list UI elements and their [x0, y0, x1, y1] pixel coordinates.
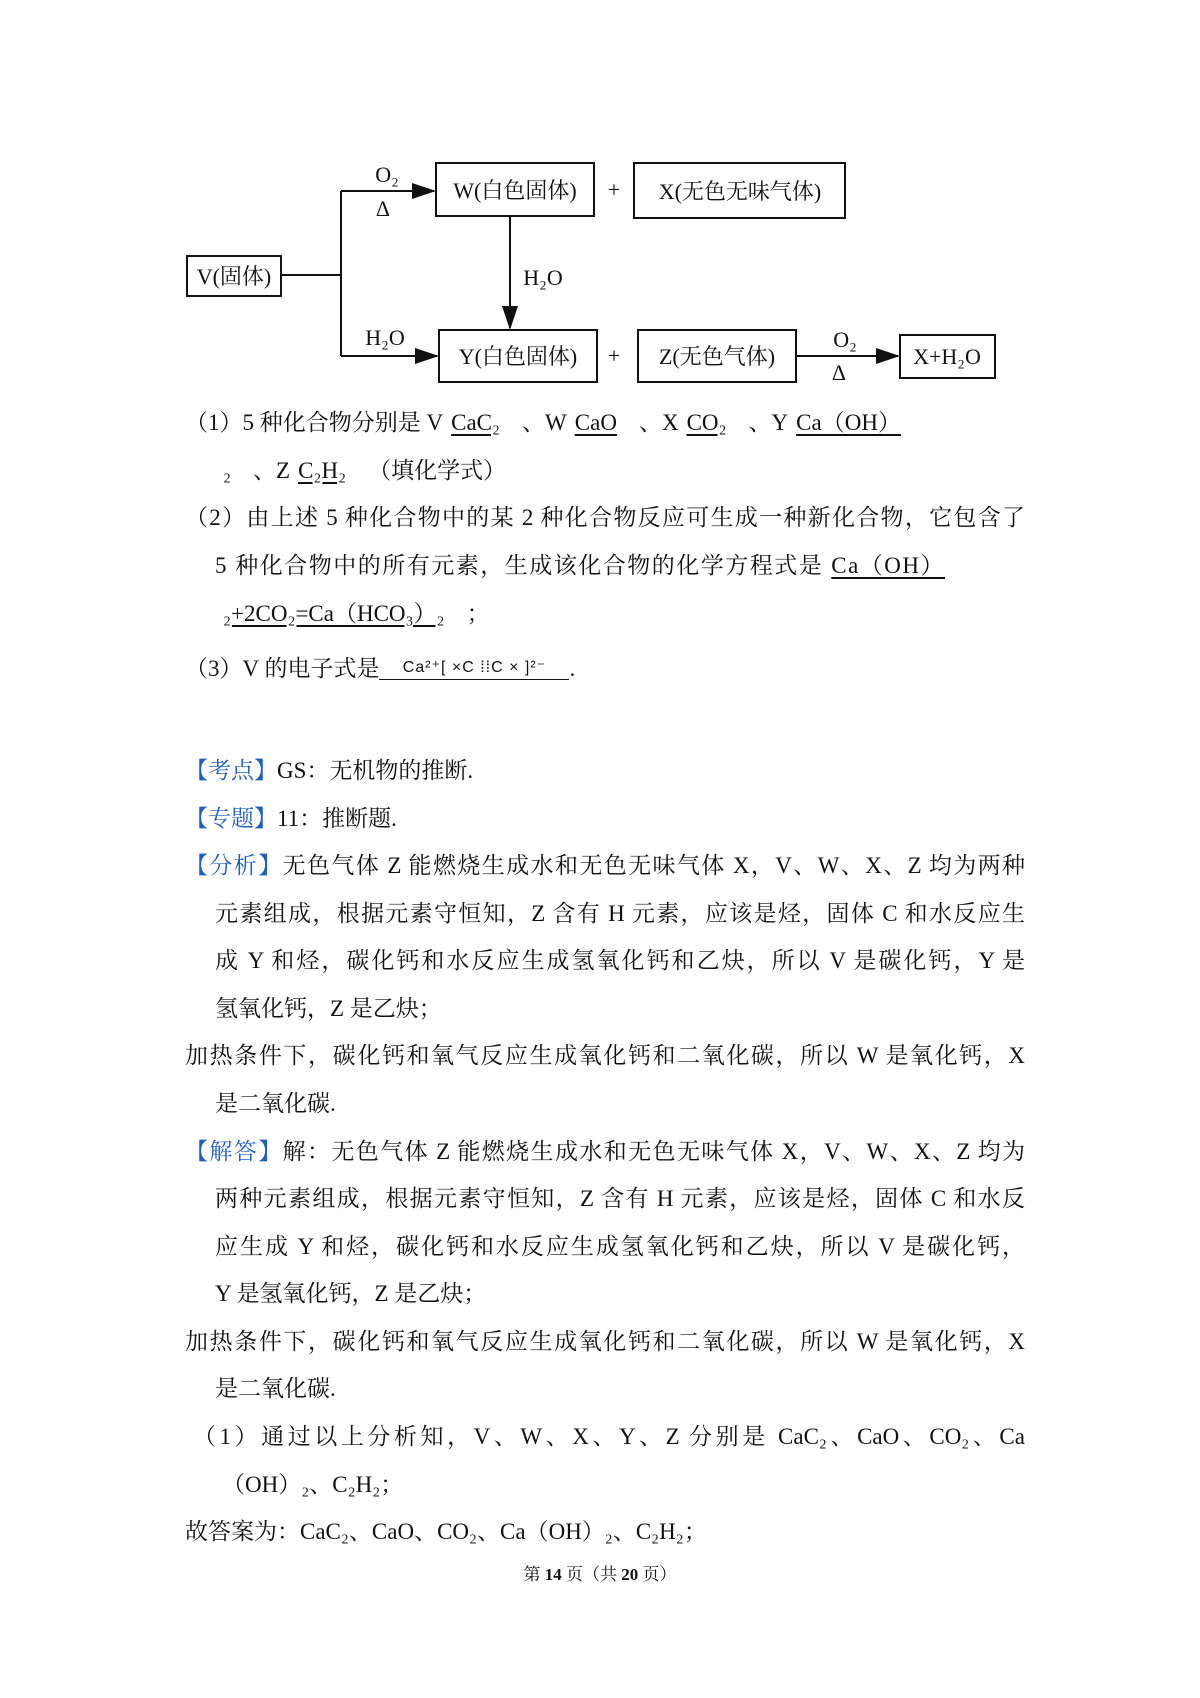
text: （3）V 的电子式是: [185, 656, 380, 681]
electron-formula-image: Ca²⁺[ ×C ⁞⁞C × ]²⁻: [379, 657, 569, 680]
section-tag: 【考点】: [185, 758, 277, 783]
text: 、Y: [748, 410, 789, 435]
label-z: Z(无色气体): [658, 344, 776, 369]
jieda-line: 应生成 Y 和烃，碳化钙和水反应生成氢氧化钙和乙炔，所以 V 是碳化钙，: [215, 1234, 1025, 1259]
question-2-line-3: [215, 599, 1025, 629]
fenxi-line: 氢氧化钙，Z 是乙炔；: [215, 996, 442, 1021]
label-x-h2o: X+H₂O: [913, 344, 981, 369]
text: 、X: [638, 410, 679, 435]
text: 页（共: [566, 1565, 617, 1584]
text: 第: [523, 1565, 541, 1584]
text: GS：无机物的推断.: [277, 758, 474, 783]
fenxi-line: 元素组成，根据元素守恒知，Z 含有 H 元素，应该是烃，固体 C 和水反应生: [215, 901, 1025, 926]
text: 页）: [642, 1565, 677, 1584]
condition-h2o: H₂O: [523, 265, 563, 290]
answer-blank: C₂H₂: [298, 458, 347, 483]
jieda-line: （OH）₂、C₂H₂；: [222, 1472, 404, 1497]
question-3: [185, 654, 1025, 684]
text: 、W: [522, 410, 567, 435]
page-number: 14: [544, 1565, 562, 1584]
text: 、Z: [253, 458, 291, 483]
text: （填化学式）: [368, 458, 507, 483]
jieda-line: 是二氧化碳.: [215, 1376, 336, 1401]
fenxi-line: 加热条件下，碳化钙和氧气反应生成氧化钙和二氧化碳，所以 W 是氧化钙，X: [185, 1043, 1025, 1068]
zhuanti-line: [185, 804, 1025, 834]
label-v: V(固体): [196, 264, 272, 289]
answer-blank: Ca（OH）: [831, 553, 946, 578]
label-x: X(无色无味气体): [658, 179, 822, 204]
jieda-line: 故答案为：CaC₂、CaO、CO₂、Ca（OH）₂、C₂H₂；: [185, 1519, 707, 1544]
question-2-line-2: [215, 551, 1025, 581]
condition-heat: Δ: [375, 196, 391, 221]
label-w: W(白色固体): [453, 178, 577, 203]
text: 解：无色气体 Z 能燃烧生成水和无色无味气体 X，V、W、X、Z 均为: [282, 1139, 1026, 1164]
text: 无色气体 Z 能燃烧生成水和无色无味气体 X，V、W、X、Z 均为两种: [282, 853, 1026, 878]
condition-heat: Δ: [831, 360, 847, 385]
fenxi-line: 是二氧化碳.: [215, 1091, 336, 1116]
question-1-line-1: [185, 408, 1025, 438]
section-tag: 【分析】: [185, 853, 283, 878]
text: （1）5 种化合物分别是 V: [185, 410, 444, 435]
answer-blank: CaC₂: [451, 410, 501, 435]
condition-o2: O₂: [375, 162, 399, 187]
jieda-line: 两种元素组成，根据元素守恒知，Z 含有 H 元素，应该是烃，固体 C 和水反: [215, 1186, 1025, 1211]
kaodian-line: [185, 756, 1025, 786]
fenxi-line: [185, 851, 1025, 881]
text: .: [569, 656, 576, 681]
text: ；: [466, 601, 490, 626]
answer-blank: ₂+2CO₂=Ca（HCO₃）₂: [223, 601, 445, 626]
plus-sign: +: [607, 177, 621, 202]
text: 5 种化合物中的所有元素，生成该化合物的化学方程式是: [215, 553, 824, 578]
total-pages: 20: [621, 1565, 639, 1584]
answer-blank: Ca（OH）: [796, 410, 901, 435]
label-y: Y(白色固体): [458, 344, 578, 369]
plus-sign: +: [607, 343, 621, 368]
condition-h2o: H₂O: [365, 325, 405, 350]
question-1-line-2: [215, 456, 1025, 486]
answer-blank: ₂: [223, 458, 232, 483]
section-tag: 【专题】: [185, 806, 277, 831]
page-footer: [0, 1560, 1200, 1585]
reaction-flow-diagram: [0, 0, 1200, 400]
section-tag: 【解答】: [185, 1139, 283, 1164]
jieda-line: Y 是氢氧化钙，Z 是乙炔；: [215, 1281, 487, 1306]
text: 11：推断题.: [277, 806, 397, 831]
answer-blank: CO₂: [686, 410, 727, 435]
fenxi-line: 成 Y 和烃，碳化钙和水反应生成氢氧化钙和乙炔，所以 V 是碳化钙，Y 是: [215, 948, 1025, 973]
jieda-line: 加热条件下，碳化钙和氧气反应生成氧化钙和二氧化碳，所以 W 是氧化钙，X: [185, 1329, 1025, 1354]
answer-blank: CaO: [574, 410, 617, 435]
jieda-line: [185, 1137, 1025, 1167]
jieda-line: （1）通过以上分析知，V、W、X、Y、Z 分别是 CaC₂、CaO、CO₂、Ca: [193, 1424, 1025, 1449]
condition-o2: O₂: [833, 327, 857, 352]
question-2-line-1: （2）由上述 5 种化合物中的某 2 种化合物反应可生成一种新化合物，它包含了: [185, 505, 1025, 530]
